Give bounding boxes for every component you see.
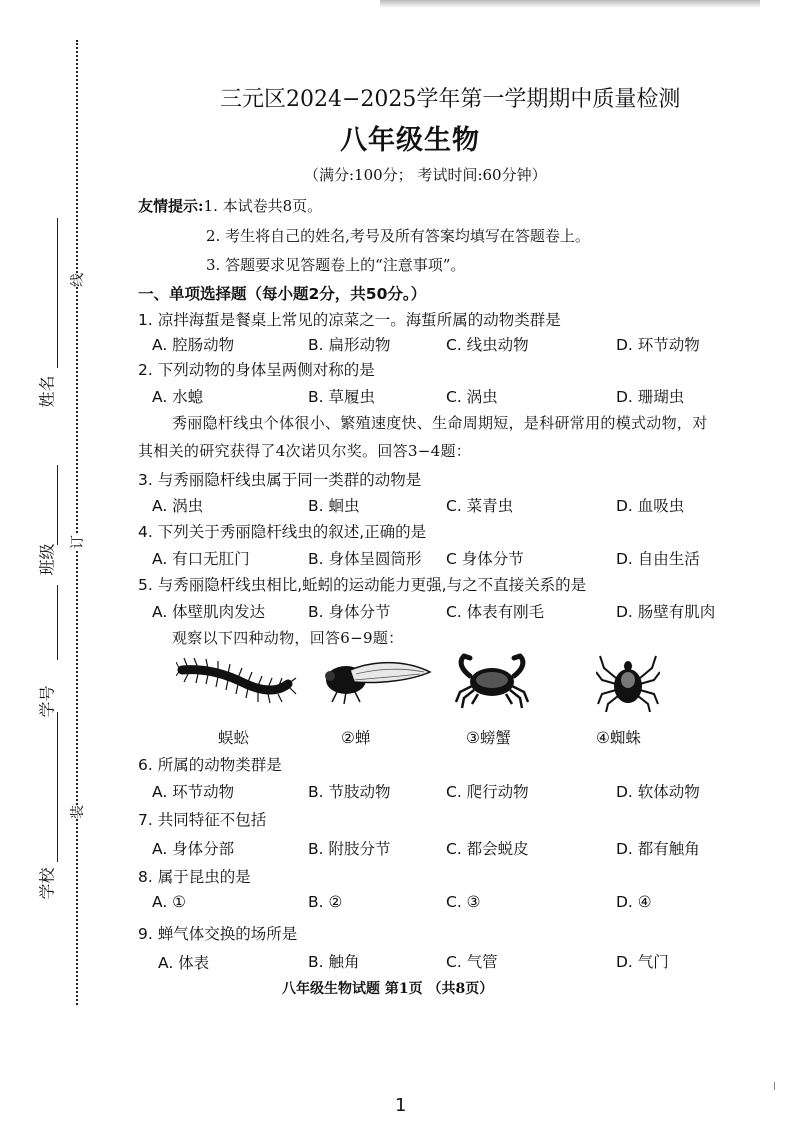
binding-dotted-line	[76, 40, 78, 1005]
tips-block	[138, 195, 322, 216]
option-d: D. 肠壁有肌肉	[616, 603, 716, 621]
centipede-image	[176, 648, 298, 708]
option-d: D. ④	[616, 893, 652, 911]
option-c: C. 菜青虫	[446, 497, 514, 515]
option-c: C. 体表有刚毛	[446, 603, 545, 621]
caption-cicada: ②蝉	[341, 729, 371, 747]
tip-item: 1. 本试卷共8页。	[203, 197, 323, 215]
passage-line: 其相关的研究获得了4次诺贝尔奖。回答3−4题：	[138, 442, 472, 460]
option-c: C. ③	[446, 893, 481, 911]
option-b: B. 触角	[308, 953, 360, 971]
tips-label: 友情提示:	[138, 197, 204, 215]
option-a: A. 体表	[158, 954, 210, 972]
option-a: A. 水螅	[152, 388, 204, 406]
question-stem: 3. 与秀丽隐杆线虫属于同一类群的动物是	[138, 471, 422, 489]
question-stem: 5. 与秀丽隐杆线虫相比,蚯蚓的运动能力更强,与之不直接关系的是	[138, 576, 587, 594]
option-c: C. 都会蜕皮	[446, 840, 529, 858]
name-label: 姓名	[37, 375, 57, 408]
option-a: A. 有口无肛门	[152, 550, 250, 568]
option-d: D. 珊瑚虫	[616, 388, 685, 406]
observe-instruction: 观察以下四种动物，回答6−9题：	[172, 629, 404, 647]
option-a: A. 环节动物	[152, 783, 235, 801]
option-a: A. 身体分部	[152, 840, 235, 858]
option-d: D. 血吸虫	[616, 497, 685, 515]
binding-mark-zhuang: 装	[65, 805, 89, 819]
student-id-label: 学号	[37, 685, 57, 718]
class-underline	[57, 465, 58, 545]
page-footer: 八年级生物试题 第1页 （共8页）	[282, 981, 494, 997]
option-a: A. ①	[152, 893, 187, 911]
option-b: B. 蛔虫	[308, 497, 360, 515]
score-info: （满分:100分； 考试时间:60分钟）	[304, 166, 547, 184]
caption-spider: ④蜘蛛	[596, 729, 641, 747]
class-label: 班级	[37, 543, 57, 576]
question-stem: 7. 共同特征不包括	[138, 811, 267, 829]
passage-line: 秀丽隐杆线虫个体很小、繁殖速度快、生命周期短，是科研常用的模式动物，对	[172, 414, 708, 432]
binding-mark-xian: 线	[65, 273, 89, 287]
option-d: D. 自由生活	[616, 550, 700, 568]
option-c: C. 线虫动物	[446, 336, 529, 354]
option-a: A. 体壁肌肉发达	[152, 603, 266, 621]
option-d: D. 软体动物	[616, 783, 700, 801]
scan-edge-mark	[774, 1082, 775, 1090]
subject-title: 八年级生物	[340, 125, 480, 156]
section-heading: 一、单项选择题（每小题2分，共50分。）	[138, 285, 427, 303]
caption-crab: ③螃蟹	[466, 729, 511, 747]
option-b: B. 节肢动物	[308, 783, 391, 801]
scan-shadow	[380, 0, 760, 8]
question-stem: 6. 所属的动物类群是	[138, 756, 282, 774]
tip-item: 3. 答题要求见答题卷上的“注意事项”。	[206, 256, 466, 274]
option-d: D. 环节动物	[616, 336, 700, 354]
question-stem: 2. 下列动物的身体呈两侧对称的是	[138, 361, 375, 379]
tick-spider-image	[596, 650, 660, 712]
option-d: D. 气门	[616, 953, 669, 971]
caption-centipede: 蜈蚣	[218, 729, 250, 747]
question-stem: 1. 凉拌海蜇是餐桌上常见的凉菜之一。海蜇所属的动物类群是	[138, 311, 561, 329]
option-c: C 身体分节	[446, 550, 524, 568]
question-stem: 8. 属于昆虫的是	[138, 868, 251, 886]
school-label: 学校	[37, 867, 57, 900]
option-b: B. ②	[308, 893, 343, 911]
option-c: C. 爬行动物	[446, 783, 529, 801]
exam-title: 三元区2024−2025学年第一学期期中质量检测	[220, 87, 681, 112]
option-a: A. 涡虫	[152, 497, 204, 515]
option-b: B. 草履虫	[308, 388, 375, 406]
question-stem: 9. 蝉气体交换的场所是	[138, 925, 298, 943]
binding-mark-ding: 订	[65, 535, 89, 549]
page-number: 1	[395, 1095, 407, 1116]
option-d: D. 都有触角	[616, 840, 700, 858]
crab-image	[452, 650, 532, 710]
cicada-image	[320, 648, 432, 706]
school-underline	[57, 712, 58, 862]
question-stem: 4. 下列关于秀丽隐杆线虫的叙述,正确的是	[138, 523, 427, 541]
tip-item: 2. 考生将自己的姓名,考号及所有答案均填写在答题卷上。	[206, 227, 590, 245]
option-b: B. 扁形动物	[308, 336, 391, 354]
option-c: C. 涡虫	[446, 388, 498, 406]
student-id-underline	[57, 585, 58, 660]
option-c: C. 气管	[446, 953, 498, 971]
name-underline	[57, 218, 58, 368]
option-b: B. 附肢分节	[308, 840, 391, 858]
option-b: B. 身体呈圆筒形	[308, 550, 422, 568]
option-a: A. 腔肠动物	[152, 336, 235, 354]
option-b: B. 身体分节	[308, 603, 391, 621]
